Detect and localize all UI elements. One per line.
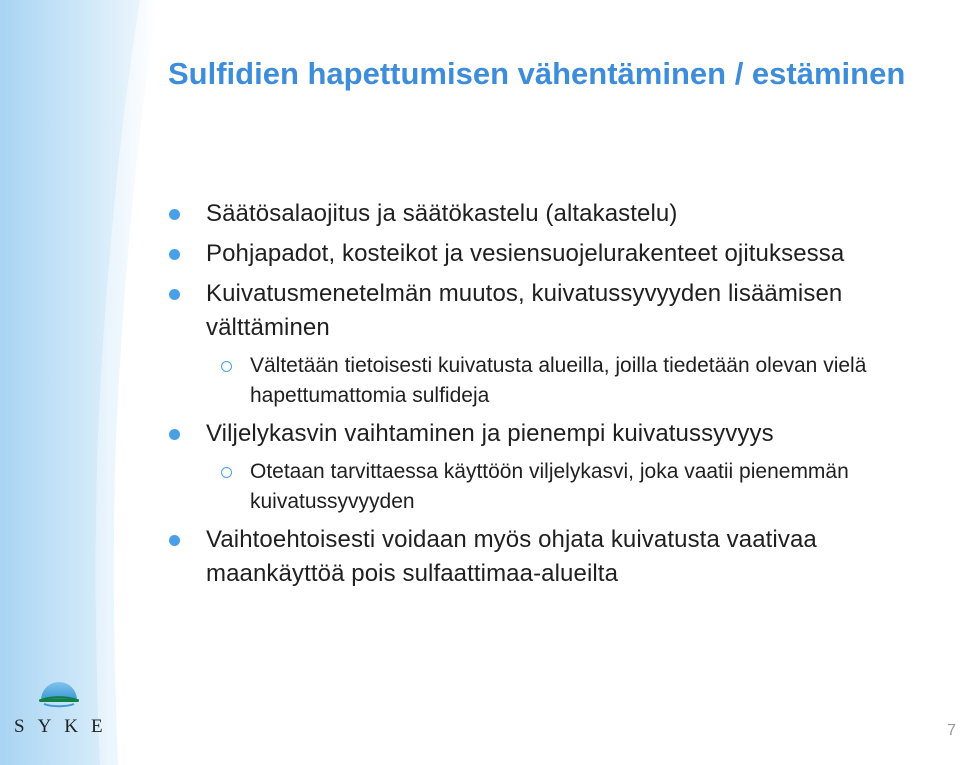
- bullet-icon: [169, 249, 180, 260]
- sub-bullet-icon: [221, 467, 232, 478]
- sub-list-item: [168, 457, 948, 517]
- syke-logo-icon: [36, 676, 82, 710]
- list-item: [168, 417, 948, 451]
- list-item: [168, 197, 948, 231]
- sub-list-item-text: Otetaan tarvittaessa käyttöön viljelykasvi, joka vaatii pienemmän kuivatussyvyyden: [250, 460, 849, 513]
- syke-logo: [14, 676, 114, 738]
- list-item-text: Pohjapadot, kosteikot ja vesiensuojelurakenteet ojituksessa: [206, 240, 845, 267]
- sub-list-item-text: Vältetään tietoisesti kuivatusta alueilla, joilla tiedetään olevan vielä hapettumattomia sulfideja: [250, 354, 867, 407]
- list-item: [168, 237, 948, 271]
- bullet-icon: [169, 289, 180, 300]
- page-title: Sulfidien hapettumisen vähentäminen / estäminen: [168, 56, 906, 91]
- list-item: [168, 523, 948, 591]
- list-item-text: Säätösalaojitus ja säätökastelu (altakastelu): [206, 200, 678, 227]
- list-item-text: Viljelykasvin vaihtaminen ja pienempi kuivatussyvyys: [206, 420, 774, 447]
- bullet-icon: [169, 209, 180, 220]
- page-number: 7: [947, 722, 956, 739]
- sub-list-item: [168, 351, 948, 411]
- bullet-list: [168, 197, 948, 597]
- syke-logo-text: SYKE: [14, 716, 116, 737]
- list-item-text: Vaihtoehtoisesti voidaan myös ohjata kuivatusta vaativaa maankäyttöä pois sulfaattimaa-alueilta: [206, 526, 817, 587]
- list-item: [168, 277, 948, 345]
- bullet-icon: [169, 535, 180, 546]
- list-item-text: Kuivatusmenetelmän muutos, kuivatussyvyyden lisäämisen välttäminen: [206, 280, 843, 341]
- bullet-icon: [169, 429, 180, 440]
- sub-bullet-icon: [221, 361, 232, 372]
